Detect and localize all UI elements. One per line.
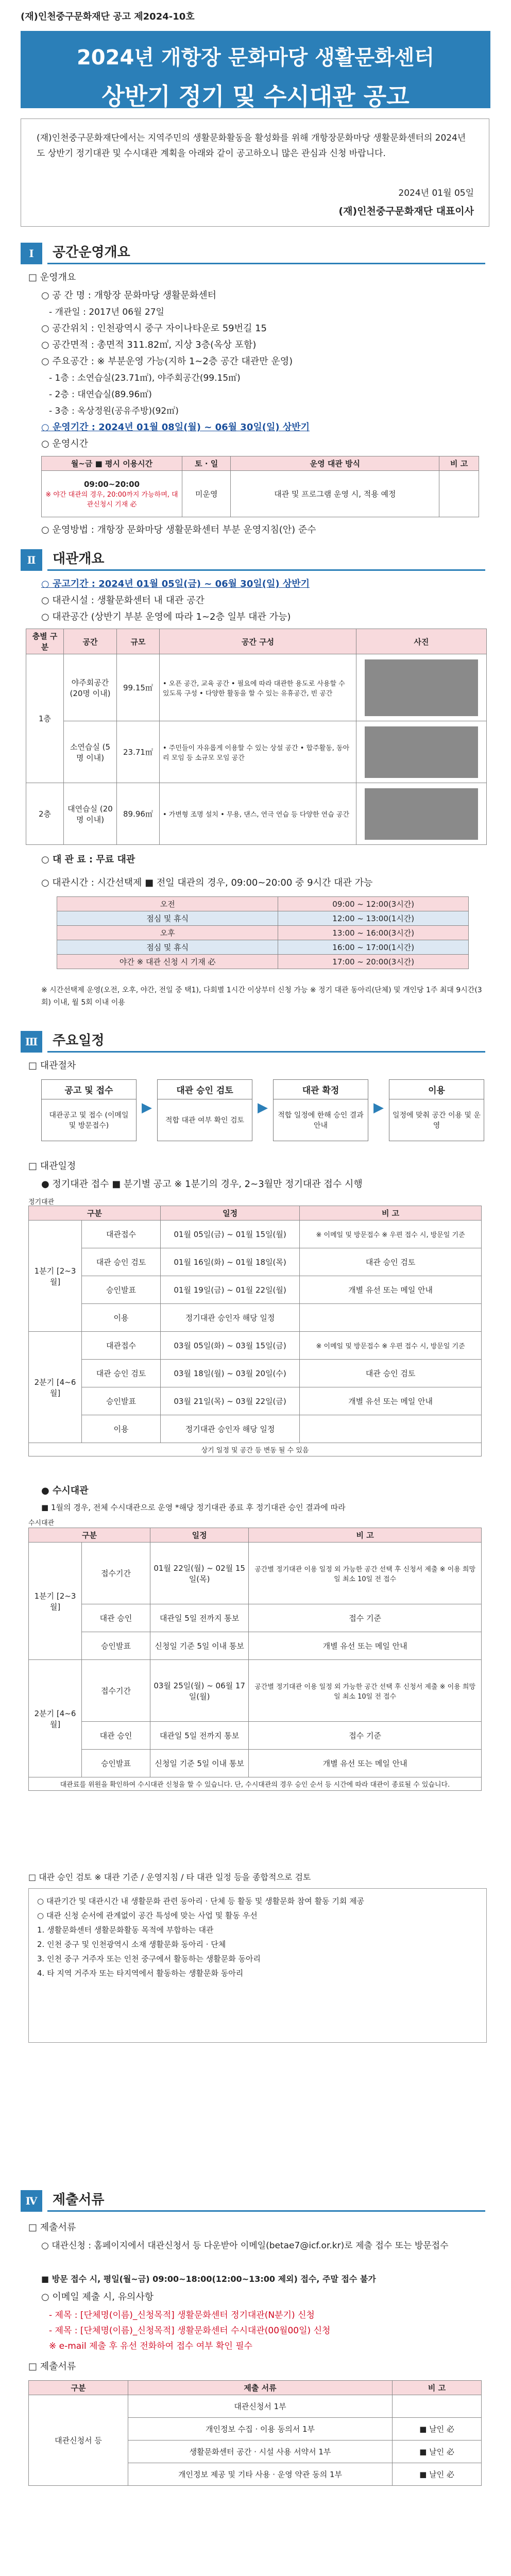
table-cell: 대관 승인 검토 <box>82 1248 161 1276</box>
section-number: Ⅲ <box>21 1031 42 1053</box>
table-cell: 개별 유선 또는 메일 안내 <box>249 1632 482 1660</box>
table-cell: 03월 18일(월) ~ 03월 20일(수) <box>161 1360 300 1387</box>
table-cell: 대관료를 위원을 확인하여 수시대관 신청을 할 수 있습니다. 단, 수시대관의 경우 승인 순서 등 시간에 따라 대관이 종료될 수 있습니다. <box>29 1777 482 1791</box>
table-cell: 점심 및 휴식 <box>57 911 278 926</box>
table-header: 구분 <box>29 1528 150 1543</box>
flow-step <box>273 1079 368 1141</box>
table-cell: 오전 <box>57 897 278 911</box>
flow-step <box>41 1079 137 1141</box>
table-cell: 공간별 정기대관 이용 일정 외 가능한 공간 선택 후 신청서 제출 ※ 이용 희망일 최소 10일 전 접수 <box>249 1660 482 1722</box>
adhoc-schedule-table <box>28 1528 482 1791</box>
table-cell: 승인발표 <box>82 1632 150 1660</box>
regular-label: 정기대관 <box>28 1198 55 1206</box>
table-cell: 개별 유선 또는 메일 안내 <box>249 1750 482 1777</box>
table-cell: 이용 <box>82 1415 161 1443</box>
table-cell: 1분기 [2~3월] <box>29 1543 82 1660</box>
table-cell: 01월 22일(월) ~ 02월 15일(목) <box>150 1543 249 1604</box>
table-cell: 접수 기준 <box>249 1604 482 1632</box>
table-cell: ※ 이메일 및 방문접수 ※ 우편 접수 시, 방문일 기준 <box>300 1332 482 1360</box>
table-header: 공간 구성 <box>160 629 356 654</box>
table-cell: 승인발표 <box>82 1276 161 1304</box>
table-cell: 01월 16일(화) ~ 01월 18일(목) <box>161 1248 300 1276</box>
table-cell: 대관접수 <box>82 1332 161 1360</box>
space-table <box>26 629 487 845</box>
table-cell: 개인정보 제공 및 기타 사용 · 운영 약관 동의 1부 <box>128 2463 393 2486</box>
table-cell: 17:00 ~ 20:00(3시간) <box>278 955 469 969</box>
s2-item: ○ 대관공간 (상반기 부분 운영에 따라 1~2층 일부 대관 가능) <box>41 612 291 622</box>
table-cell: 1층 <box>26 654 64 783</box>
table-cell: 개별 유선 또는 메일 안내 <box>300 1276 482 1304</box>
process-flow <box>41 1079 484 1141</box>
table-cell: 대관일 5일 전까지 통보 <box>150 1722 249 1750</box>
flow-step-body: 적합 일정에 한해 승인 결과 안내 <box>273 1099 368 1141</box>
table-cell: 접수기간 <box>82 1543 150 1604</box>
section-title: 공간운영개요 <box>47 242 485 264</box>
flow-step-title: 대관 확정 <box>273 1079 368 1099</box>
table-header: 구분 <box>29 1206 161 1221</box>
table-cell: 03월 25일(월) ~ 06월 17일(월) <box>150 1660 249 1722</box>
intro-date: 2024년 01월 05일 <box>398 188 474 198</box>
s1-item: ○ 운영시간 <box>41 438 88 449</box>
table-cell: 2분기 [4~6월] <box>29 1332 82 1443</box>
section-1-header <box>21 242 485 264</box>
title-line-2: 상반기 정기 및 수시대관 공고 <box>101 82 410 110</box>
table-cell: 소연습실 (5명 이내) <box>64 721 117 783</box>
table-cell: 12:00 ~ 13:00(1시간) <box>278 911 469 926</box>
arrow-right-icon: ▶ <box>258 1100 268 1115</box>
table-cell: 이용 <box>82 1304 161 1332</box>
table-cell: 접수 기준 <box>249 1722 482 1750</box>
time-table <box>57 896 469 969</box>
s1-item: - 1층 : 소연습실(23.71㎡), 야주회공간(99.15㎡) <box>49 373 241 383</box>
table-cell <box>356 721 487 783</box>
table-cell: 생활문화센터 공간 · 시설 사용 서약서 1부 <box>128 2441 393 2463</box>
table-cell: 상기 일정 및 공간 등 변동 될 수 있음 <box>29 1443 482 1456</box>
table-header: 토 · 일 <box>182 456 231 471</box>
night-note: ※ 야간 대관의 경우, 20:00까지 가능하며, 대관신청시 기재 必 <box>45 490 178 509</box>
s4-item: ○ 이메일 제출 시, 유의사항 <box>41 2292 154 2302</box>
table-cell: ■ 날인 必 <box>393 2441 482 2463</box>
table-cell <box>300 1304 482 1332</box>
regular-title: ● 정기대관 접수 ■ 분기별 공고 ※ 1분기의 경우, 2~3월만 정기대관 접수 시행 <box>41 1179 363 1190</box>
table-cell: 개별 유선 또는 메일 안내 <box>300 1387 482 1415</box>
title-line-1: 2024년 개항장 문화마당 생활문화센터 <box>76 46 435 70</box>
table-cell: 01월 05일(금) ~ 01월 15일(월) <box>161 1221 300 1248</box>
table-cell: ■ 날인 必 <box>393 2418 482 2441</box>
table-cell: 대관접수 <box>82 1221 161 1248</box>
table-cell <box>300 1415 482 1443</box>
table-cell: 2분기 [4~6월] <box>29 1660 82 1777</box>
table-cell: • 가변형 조명 설치 • 무용, 댄스, 연극 연습 등 다양한 연습 공간 <box>160 783 356 845</box>
intro-paragraph: (재)인천중구문화재단에서는 지역주민의 생활문화활동을 활성화를 위해 개항장문화마당 생활문화센터의 2024년도 상반기 정기대관 및 수시대관 계획을 아래와 같이 공고하오니 많은 관심과 신청 바랍니다. <box>37 133 466 159</box>
table-cell: 대관 승인 검토 <box>300 1360 482 1387</box>
criteria-item: 3. 인천 중구 거주자 또는 인천 중구에서 활동하는 생활문화 동아리 <box>37 1954 261 1963</box>
s4-item: ■ 방문 접수 시, 평일(월~금) 09:00~18:00(12:00~13:00 제외) 접수, 주말 접수 불가 <box>41 2274 376 2284</box>
table-cell <box>356 783 487 845</box>
table-cell: 정기대관 승인자 해당 일정 <box>161 1415 300 1443</box>
s4-item: ※ e-mail 제출 후 유선 전화하여 접수 여부 확인 필수 <box>49 2341 253 2351</box>
table-cell: • 오픈 공간, 교육 공간 • 필요에 따라 대관한 용도로 사용할 수 있도록 구성 • 다양한 활동을 할 수 있는 유휴공간, 빈 공간 <box>160 654 356 721</box>
table-cell: ■ 날인 必 <box>393 2463 482 2486</box>
criteria-item: ○ 대관기간 및 대관시간 내 생활문화 관련 동아리 · 단체 등 활동 및 생활문화 참여 활동 기회 제공 <box>37 1896 365 1906</box>
flow-step <box>157 1079 252 1141</box>
table-header: 일정 <box>161 1206 300 1221</box>
table-cell: 공간별 정기대관 이용 일정 외 가능한 공간 선택 후 신청서 제출 ※ 이용 희망일 최소 10일 전 접수 <box>249 1543 482 1604</box>
section-4-header <box>21 2190 485 2212</box>
table-header: 비 고 <box>393 2381 482 2395</box>
criteria-item: ○ 대관 신청 순서에 관계없이 공간 특성에 맞는 사업 및 활동 우선 <box>37 1911 258 1920</box>
table-header: 사진 <box>356 629 487 654</box>
table-cell: 접수기간 <box>82 1660 150 1722</box>
table-cell <box>356 654 487 721</box>
table-cell: 16:00 ~ 17:00(1시간) <box>278 940 469 955</box>
criteria-item: 1. 생활문화센터 생활문화활동 목적에 부합하는 대관 <box>37 1925 214 1935</box>
section-number: Ⅱ <box>21 549 42 571</box>
criteria-title: □ 대관 승인 검토 ※ 대관 기준 / 운영지침 / 타 대관 일정 등을 종합적으로 검토 <box>28 1872 311 1882</box>
time-note: ※ 시간선택제 운영(오전, 오후, 야간, 전일 중 택1), 다회별 1시간 이상부터 신청 가능 ※ 정기 대관 동아리(단체) 및 개인당 1주 최대 9시간(3회) 이내, 월 5회 이내 이용 <box>41 986 482 1007</box>
flow-step-title: 이용 <box>389 1079 484 1099</box>
criteria-item: 2. 인천 중구 및 인천광역시 소재 생활문화 동아리 · 단체 <box>37 1940 226 1949</box>
table-cell: 23.71㎡ <box>117 721 160 783</box>
table-cell: • 주민들이 자유롭게 이용할 수 있는 상설 공간 • 합주활동, 동아리 모임 등 소규모 모임 공간 <box>160 721 356 783</box>
table-header: 월~금 ■ 평시 이용시간 <box>42 456 182 471</box>
s3-heading-2: □ 대관일정 <box>28 1161 76 1172</box>
table-cell: 89.96㎡ <box>117 783 160 845</box>
table-header: 규모 <box>117 629 160 654</box>
table-cell: 개인정보 수집 · 이용 동의서 1부 <box>128 2418 393 2441</box>
section-number: Ⅳ <box>21 2190 42 2212</box>
arrow-right-icon: ▶ <box>142 1100 152 1115</box>
table-cell: 대관일 5일 전까지 통보 <box>150 1604 249 1632</box>
table-header: 비 고 <box>249 1528 482 1543</box>
table-cell: 대관 및 프로그램 운영 시, 적용 예정 <box>231 471 439 517</box>
s3-heading: □ 대관절차 <box>28 1060 76 1071</box>
s4-item: - 제목 : [단체명(이름)_신청목적] 생활문화센터 수시대관(00월00일) 신청 <box>49 2326 331 2336</box>
table-header: 제출 서류 <box>128 2381 393 2395</box>
s1-item: ○ 공간위치 : 인천광역시 중구 자이나타운로 59번길 15 <box>41 323 267 334</box>
section-3-header <box>21 1030 485 1053</box>
space-photo-3 <box>365 788 478 840</box>
s1-item: - 개관일 : 2017년 06월 27일 <box>49 307 164 317</box>
adhoc-title: ● 수시대관 <box>41 1485 89 1496</box>
s1-item: ○ 공간면적 : 총면적 311.82㎡, 지상 3층(옥상 포함) <box>41 340 257 350</box>
table-cell: ※ 이메일 및 방문접수 ※ 우편 접수 시, 방문일 기준 <box>300 1221 482 1248</box>
table-cell: 대연습실 (20명 이내) <box>64 783 117 845</box>
flow-step-title: 대관 승인 검토 <box>157 1079 252 1099</box>
table-header: 일정 <box>150 1528 249 1543</box>
flow-step <box>389 1079 484 1141</box>
notice-reference: (재)인천중구문화재단 공고 제2024-10호 <box>21 11 195 22</box>
s4-item: - 제목 : [단체명(이름)_신청목적] 생활문화센터 정기대관(N분기) 신청 <box>49 2310 315 2320</box>
table-cell: 점심 및 휴식 <box>57 940 278 955</box>
table-cell: 09:00 ~ 12:00(3시간) <box>278 897 469 911</box>
section-title: 제출서류 <box>47 2190 485 2212</box>
flow-step-body: 적합 대관 여부 확인 검토 <box>157 1099 252 1141</box>
adhoc-label: 수시대관 <box>28 1519 55 1527</box>
table-cell: 미운영 <box>182 471 231 517</box>
s2-time-title: ○ 대관시간 : 시간선택제 ■ 전일 대관의 경우, 09:00~20:00 중 9시간 대관 가능 <box>41 877 373 888</box>
table-cell: 승인발표 <box>82 1750 150 1777</box>
table-cell: 대관신청서 등 <box>29 2395 128 2486</box>
table-cell: 승인발표 <box>82 1387 161 1415</box>
section-title: 주요일정 <box>47 1030 485 1053</box>
operating-hours-table <box>41 456 479 517</box>
s1-item: ○ 운영기간 : 2024년 01월 08일(월) ~ 06월 30일(일) 상반기 <box>41 422 310 433</box>
s1-item: ○ 공 간 명 : 개항장 문화마당 생활문화센터 <box>41 290 217 301</box>
table-cell: 99.15㎡ <box>117 654 160 721</box>
space-photo-1 <box>365 659 478 716</box>
s2-item: ○ 대관시설 : 생활문화센터 내 대관 공간 <box>41 595 205 606</box>
table-cell <box>393 2395 482 2418</box>
table-cell: 정기대관 승인자 해당 일정 <box>161 1304 300 1332</box>
table-header: 운영 대관 방식 <box>231 456 439 471</box>
table-header: 비 고 <box>439 456 479 471</box>
criteria-item: 4. 타 지역 거주자 또는 타지역에서 활동하는 생활문화 동아리 <box>37 1969 244 1978</box>
table-cell: 1분기 [2~3월] <box>29 1221 82 1332</box>
section-title: 대관개요 <box>47 549 485 571</box>
adhoc-sub: ■ 1월의 경우, 전체 수시대관으로 운영 *해당 정기대관 종료 후 정기대관 승인 결과에 따라 <box>41 1503 346 1512</box>
s1-item: - 2층 : 대연습실(89.96㎡) <box>49 389 152 400</box>
criteria-box <box>28 1888 487 2043</box>
table-cell: 03월 21일(목) ~ 03월 22일(금) <box>161 1387 300 1415</box>
regular-schedule-table <box>28 1206 482 1456</box>
flow-step-body: 일정에 맞춰 공간 이용 및 운영 <box>389 1099 484 1141</box>
s1-heading: □ 운영개요 <box>28 272 76 283</box>
table-cell: 대관신청서 1부 <box>128 2395 393 2418</box>
section-number: Ⅰ <box>21 243 42 264</box>
table-cell <box>439 471 479 517</box>
documents-table <box>28 2380 482 2486</box>
section-2-header <box>21 549 485 571</box>
flow-step-title: 공고 및 접수 <box>41 1079 137 1099</box>
table-cell: 03월 05일(화) ~ 03월 15일(금) <box>161 1332 300 1360</box>
table-cell: 13:00 ~ 16:00(3시간) <box>278 926 469 940</box>
space-photo-2 <box>365 726 478 778</box>
weekday-hours: 09:00~20:00 <box>83 479 140 489</box>
table-cell: 신청일 기준 5일 이내 통보 <box>150 1750 249 1777</box>
s1-item: - 3층 : 옥상정원(공유주방)(92㎡) <box>49 406 179 416</box>
title-banner <box>21 31 490 108</box>
table-cell <box>42 471 182 517</box>
s2-item: ○ 공고기간 : 2024년 01월 05일(금) ~ 06월 30일(일) 상반기 <box>41 579 310 589</box>
flow-step-body: 대관공고 및 접수 (이메일 및 방문접수) <box>41 1099 137 1141</box>
table-cell: 야간 ※ 대관 신청 시 기재 必 <box>57 955 278 969</box>
table-cell: 01월 19일(금) ~ 01월 22일(월) <box>161 1276 300 1304</box>
s4-item: ○ 대관신청 : 홈페이지에서 대관신청서 등 다운받아 이메일(betae7@icf.or.kr)로 제출 접수 또는 방문접수 <box>41 2241 449 2251</box>
table-cell: 오후 <box>57 926 278 940</box>
s4-doc-heading: □ 제출서류 <box>28 2361 76 2372</box>
arrow-right-icon: ▶ <box>373 1100 384 1115</box>
table-header: 층별 구분 <box>26 629 64 654</box>
s4-heading: □ 제출서류 <box>28 2222 76 2233</box>
s1-item: ○ 주요공간 : ※ 부분운영 가능(지하 1~2층 공간 대관만 운영) <box>41 356 293 367</box>
s1-after: ○ 운영방법 : 개항장 문화마당 생활문화센터 부분 운영지침(안) 준수 <box>41 524 316 535</box>
s2-fee: ○ 대 관 료 : 무료 대관 <box>41 854 135 865</box>
table-header: 공간 <box>64 629 117 654</box>
table-cell: 대관 승인 검토 <box>82 1360 161 1387</box>
intro-sign: (재)인천중구문화재단 대표이사 <box>338 206 474 217</box>
table-cell: 2층 <box>26 783 64 845</box>
table-cell: 야주회공간 (20명 이내) <box>64 654 117 721</box>
table-cell: 대관 승인 <box>82 1722 150 1750</box>
table-header: 구분 <box>29 2381 128 2395</box>
table-cell: 대관 승인 <box>82 1604 150 1632</box>
table-cell: 신청일 기준 5일 이내 통보 <box>150 1632 249 1660</box>
table-cell: 대관 승인 검토 <box>300 1248 482 1276</box>
table-header: 비 고 <box>300 1206 482 1221</box>
